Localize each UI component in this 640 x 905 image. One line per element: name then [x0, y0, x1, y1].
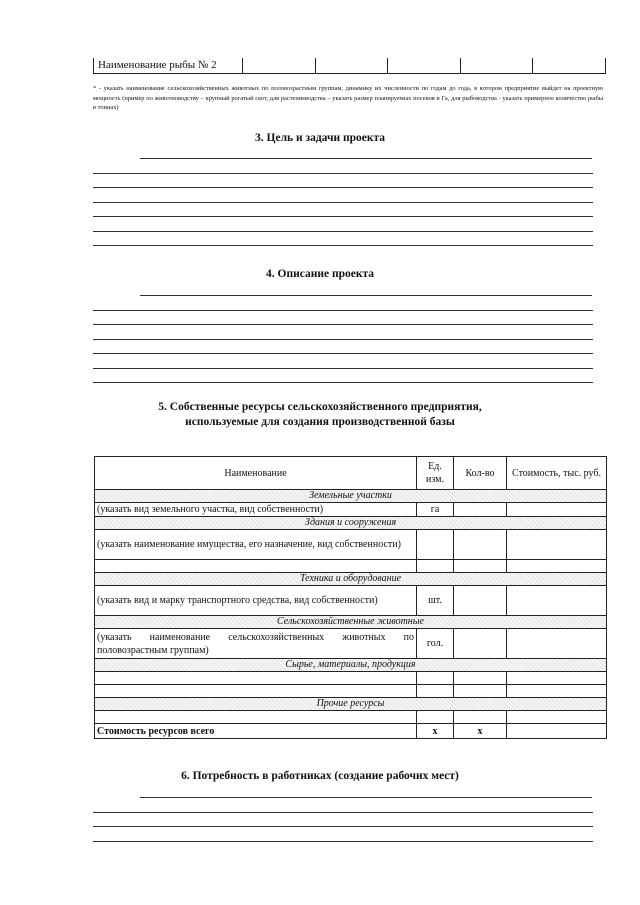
category-row [95, 490, 607, 503]
section-4-title: 4. Описание проекта [266, 268, 374, 280]
category-row [95, 573, 607, 586]
fill-line [93, 353, 593, 354]
category-equipment: Техника и оборудование [95, 573, 607, 586]
fill-line [93, 812, 593, 813]
section-6-title: 6. Потребность в работниках (создание рабочих мест) [181, 770, 459, 782]
table-cell [507, 560, 607, 573]
fill-line [93, 339, 593, 340]
section-5-title-line1: 5. Собственные ресурсы сельскохозяйственного предприятия, [158, 401, 482, 413]
row-unit-equipment: шт. [417, 586, 454, 616]
category-materials: Сырье, материалы, продукция [95, 659, 607, 672]
row-desc-buildings: (указать наименование имущества, его назначение, вид собственности) [95, 530, 417, 560]
table-row [95, 672, 607, 685]
total-label: Стоимость ресурсов всего [95, 724, 417, 739]
table-cell [417, 685, 454, 698]
fish-table-row [93, 58, 606, 74]
fill-line [93, 173, 593, 174]
table-cell [387, 58, 460, 73]
table-cell [417, 672, 454, 685]
section-5-title [0, 400, 640, 430]
total-row [95, 724, 607, 739]
section-3-title: 3. Цель и задачи проекта [255, 132, 385, 144]
header-name: Наименование [95, 457, 417, 490]
category-row [95, 659, 607, 672]
table-cell [417, 711, 454, 724]
table-cell [95, 672, 417, 685]
category-row [95, 517, 607, 530]
table-cell [532, 58, 606, 73]
table-cell [507, 629, 607, 659]
table-cell [507, 586, 607, 616]
table-cell [95, 685, 417, 698]
table-cell [417, 560, 454, 573]
category-row [95, 616, 607, 629]
row-unit-land: га [417, 503, 454, 517]
table-cell [507, 685, 607, 698]
table-header-row [95, 457, 607, 490]
fill-line [93, 231, 593, 232]
fill-line [93, 382, 593, 383]
fill-line [140, 295, 592, 296]
table-cell [507, 503, 607, 517]
category-buildings: Здания и сооружения [95, 517, 607, 530]
fill-line [93, 826, 593, 827]
table-cell [454, 586, 507, 616]
fill-line [93, 216, 593, 217]
category-animals: Сельскохозяйственные животные [95, 616, 607, 629]
table-cell [454, 503, 507, 517]
table-cell [507, 724, 607, 739]
table-cell [95, 711, 417, 724]
header-cost: Стоимость, тыс. руб. [507, 457, 607, 490]
fill-line [93, 245, 593, 246]
table-cell [507, 711, 607, 724]
category-land: Земельные участки [95, 490, 607, 503]
fill-line [140, 797, 592, 798]
table-cell [454, 560, 507, 573]
row-unit-animals: гол. [417, 629, 454, 659]
row-desc-land: (указать вид земельного участка, вид собственности) [95, 503, 417, 517]
header-qty: Кол-во [454, 457, 507, 490]
row-desc-animals: (указать наименование сельскохозяйственных животных по половозрастным группам) [95, 629, 417, 659]
table-cell [460, 58, 533, 73]
header-unit: Ед. изм. [417, 457, 454, 490]
fill-line [93, 841, 593, 842]
row-desc-equipment: (указать вид и марку транспортного средства, вид собственности) [95, 586, 417, 616]
fill-line [93, 187, 593, 188]
footnote: * - указать наименование сельскохозяйственных животных по половозрастным группам, динамику их численности по годам до года, в котором предприятие выйдет на проектную мощность (пример по животноводству – крупный рогатый скот, для растениеводства – указать размер планируемых посевов в Га, для рыбоводства - указать примерное количество рыбы в тоннах) [93, 85, 603, 111]
table-cell [95, 560, 417, 573]
table-cell [315, 58, 388, 73]
category-row [95, 698, 607, 711]
table-row [95, 560, 607, 573]
table-cell [242, 58, 315, 73]
fill-line [93, 310, 593, 311]
table-row [95, 711, 607, 724]
table-row [95, 685, 607, 698]
resources-table [94, 456, 607, 739]
table-cell [454, 629, 507, 659]
table-cell [507, 530, 607, 560]
table-cell [454, 685, 507, 698]
fill-line [93, 324, 593, 325]
fill-line [93, 202, 593, 203]
table-row [95, 629, 607, 659]
table-cell [454, 530, 507, 560]
table-row [95, 503, 607, 517]
row-unit-buildings [417, 530, 454, 560]
fill-line [93, 368, 593, 369]
table-row [95, 530, 607, 560]
total-qty: х [454, 724, 507, 739]
section-5-title-line2: используемые для создания производственной базы [185, 416, 455, 428]
table-row [95, 586, 607, 616]
table-cell [454, 672, 507, 685]
fish-row-label: Наименование рыбы № 2 [93, 58, 242, 73]
table-cell [507, 672, 607, 685]
total-unit: х [417, 724, 454, 739]
category-other: Прочие ресурсы [95, 698, 607, 711]
fill-line [140, 158, 592, 159]
table-cell [454, 711, 507, 724]
